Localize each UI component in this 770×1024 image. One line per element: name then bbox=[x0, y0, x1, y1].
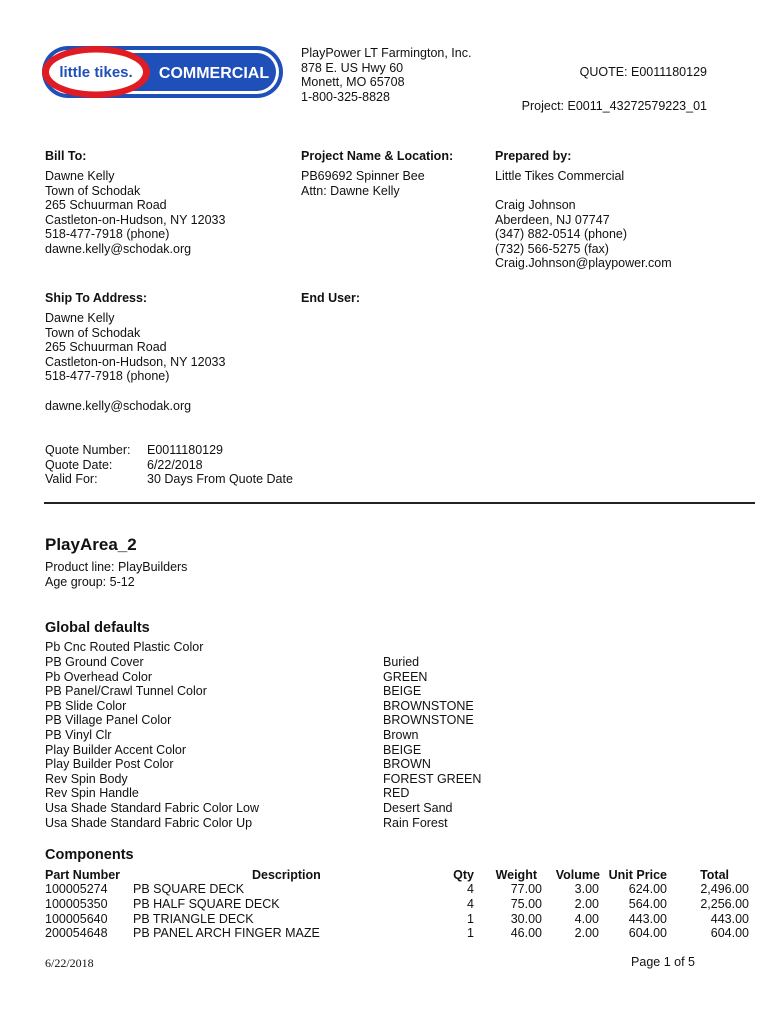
global-defaults-title: Global defaults bbox=[45, 620, 150, 636]
logo-text-right: COMMERCIAL bbox=[158, 65, 270, 82]
project-location-heading: Project Name & Location: bbox=[301, 149, 454, 163]
global-default-row bbox=[45, 670, 745, 685]
global-default-row bbox=[45, 699, 745, 714]
header-unit-price: Unit Price bbox=[608, 868, 667, 882]
global-default-row bbox=[45, 801, 745, 816]
prepared-by-heading: Prepared by: bbox=[495, 149, 572, 163]
quote-date: 6/22/2018 bbox=[147, 457, 203, 472]
global-default-row bbox=[45, 757, 745, 772]
quote-info-labels: Quote Number: Quote Date: Valid For: bbox=[45, 443, 131, 487]
global-default-value: Brown bbox=[383, 728, 419, 742]
global-default-value: BROWNSTONE bbox=[383, 698, 474, 713]
global-default-row bbox=[45, 655, 745, 670]
component-qty: 4 bbox=[467, 882, 474, 896]
quote-number-header: QUOTE: E0011180129 bbox=[579, 65, 707, 79]
component-description: PB SQUARE DECK bbox=[133, 882, 245, 896]
component-unit-price: 624.00 bbox=[628, 882, 667, 896]
component-part-number: 100005274 bbox=[45, 882, 108, 896]
global-default-row bbox=[45, 684, 745, 699]
global-default-value: Buried bbox=[383, 655, 420, 669]
header-weight: Weight bbox=[495, 868, 537, 882]
component-weight: 77.00 bbox=[510, 882, 542, 896]
component-volume: 4.00 bbox=[574, 911, 599, 926]
global-default-row bbox=[45, 743, 745, 758]
global-defaults-first-label: Pb Cnc Routed Plastic Color bbox=[45, 640, 204, 654]
ship-to-address: Dawne Kelly Town of Schodak 265 Schuurman Road Castleton-on-Hudson, NY 12033 518-477-7918 (phone) bbox=[45, 311, 226, 384]
header-volume: Volume bbox=[555, 868, 600, 882]
global-default-row bbox=[45, 786, 745, 801]
components-title: Components bbox=[45, 847, 134, 863]
footer-date: 6/22/2018 bbox=[45, 956, 94, 970]
global-default-label: Play Builder Post Color bbox=[45, 757, 174, 772]
global-default-label: Usa Shade Standard Fabric Color Up bbox=[45, 815, 253, 830]
global-default-value: RED bbox=[383, 786, 410, 801]
quote-info-values bbox=[147, 443, 293, 487]
global-default-value: Rain Forest bbox=[383, 815, 448, 830]
component-description: PB PANEL ARCH FINGER MAZE bbox=[133, 926, 320, 941]
project-location: PB69692 Spinner Bee Attn: Dawne Kelly bbox=[301, 169, 425, 198]
component-description: PB HALF SQUARE DECK bbox=[133, 896, 280, 911]
logo-text-left: little tikes. bbox=[59, 64, 133, 81]
header-qty: Qty bbox=[453, 868, 474, 882]
project-header: Project: E0011_43272579223_01 bbox=[521, 99, 707, 113]
table-row bbox=[0, 926, 770, 941]
section-divider bbox=[44, 502, 755, 504]
component-unit-price: 564.00 bbox=[628, 896, 667, 911]
quote-number: E0011180129 bbox=[147, 443, 224, 457]
component-weight: 30.00 bbox=[510, 911, 542, 926]
footer-page-number: Page 1 of 5 bbox=[631, 955, 695, 969]
table-row bbox=[0, 897, 770, 912]
age-group: Age group: 5-12 bbox=[45, 574, 135, 589]
component-total: 2,256.00 bbox=[700, 896, 749, 911]
component-qty: 1 bbox=[467, 926, 474, 941]
table-row bbox=[0, 882, 770, 897]
end-user-heading: End User: bbox=[301, 291, 361, 305]
header-part-number: Part Number bbox=[45, 868, 121, 882]
global-default-label: Play Builder Accent Color bbox=[45, 742, 187, 757]
global-default-label: PB Village Panel Color bbox=[45, 713, 172, 728]
components-header-row bbox=[0, 868, 770, 883]
component-unit-price: 443.00 bbox=[628, 911, 667, 926]
component-part-number: 100005350 bbox=[45, 896, 108, 911]
ship-to-email: dawne.kelly@schodak.org bbox=[45, 399, 192, 413]
play-area-info bbox=[45, 560, 187, 589]
global-default-value: BROWN bbox=[383, 757, 431, 772]
component-unit-price: 604.00 bbox=[628, 926, 667, 941]
component-volume: 3.00 bbox=[574, 882, 599, 896]
header-total: Total bbox=[700, 868, 729, 882]
global-default-value: GREEN bbox=[383, 669, 428, 684]
play-area-title: PlayArea_2 bbox=[45, 535, 137, 554]
global-default-row bbox=[45, 772, 745, 787]
global-default-label: Pb Overhead Color bbox=[45, 669, 153, 684]
component-volume: 2.00 bbox=[574, 926, 599, 941]
component-part-number: 200054648 bbox=[45, 926, 108, 941]
global-default-label: Rev Spin Handle bbox=[45, 786, 139, 801]
header-description: Description bbox=[252, 868, 321, 882]
company-address: PlayPower LT Farmington, Inc. 878 E. US Hwy 60 Monett, MO 65708 1-800-325-8828 bbox=[301, 46, 472, 104]
bill-to-address: Dawne Kelly Town of Schodak 265 Schuurman Road Castleton-on-Hudson, NY 12033 518-477-7918 (phone) dawne.kelly@schodak.org bbox=[45, 169, 226, 256]
prepared-by-contact: Craig Johnson Aberdeen, NJ 07747 (347) 882-0514 (phone) (732) 566-5275 (fax) Craig.Johnson@playpower.com bbox=[495, 198, 672, 271]
global-default-label: PB Panel/Crawl Tunnel Color bbox=[45, 684, 207, 699]
global-default-label: PB Ground Cover bbox=[45, 655, 144, 669]
global-default-label: Rev Spin Body bbox=[45, 771, 128, 786]
bill-to-heading: Bill To: bbox=[45, 149, 87, 163]
product-line: Product line: PlayBuilders bbox=[45, 560, 188, 574]
global-default-value: BEIGE bbox=[383, 684, 422, 699]
component-volume: 2.00 bbox=[574, 896, 599, 911]
table-row bbox=[0, 912, 770, 927]
little-tikes-commercial-logo bbox=[40, 44, 285, 100]
ship-to-heading: Ship To Address: bbox=[45, 291, 148, 305]
global-default-value: BROWNSTONE bbox=[383, 713, 474, 728]
valid-for: 30 Days From Quote Date bbox=[147, 472, 293, 487]
component-qty: 1 bbox=[467, 911, 474, 926]
component-qty: 4 bbox=[467, 896, 474, 911]
component-weight: 75.00 bbox=[510, 896, 542, 911]
prepared-by-company: Little Tikes Commercial bbox=[495, 169, 625, 183]
component-part-number: 100005640 bbox=[45, 911, 108, 926]
global-default-row bbox=[45, 713, 745, 728]
global-default-row bbox=[45, 816, 745, 831]
component-total: 2,496.00 bbox=[700, 882, 749, 896]
component-total: 443.00 bbox=[710, 911, 749, 926]
component-description: PB TRIANGLE DECK bbox=[133, 911, 254, 926]
global-default-label: PB Slide Color bbox=[45, 698, 127, 713]
component-weight: 46.00 bbox=[510, 926, 542, 941]
component-total: 604.00 bbox=[710, 926, 749, 941]
global-default-value: Desert Sand bbox=[383, 801, 453, 815]
global-default-value: BEIGE bbox=[383, 742, 422, 757]
global-default-row bbox=[45, 728, 745, 743]
global-default-value: FOREST GREEN bbox=[383, 771, 482, 786]
global-default-label: PB Vinyl Clr bbox=[45, 728, 112, 742]
global-default-label: Usa Shade Standard Fabric Color Low bbox=[45, 801, 260, 815]
